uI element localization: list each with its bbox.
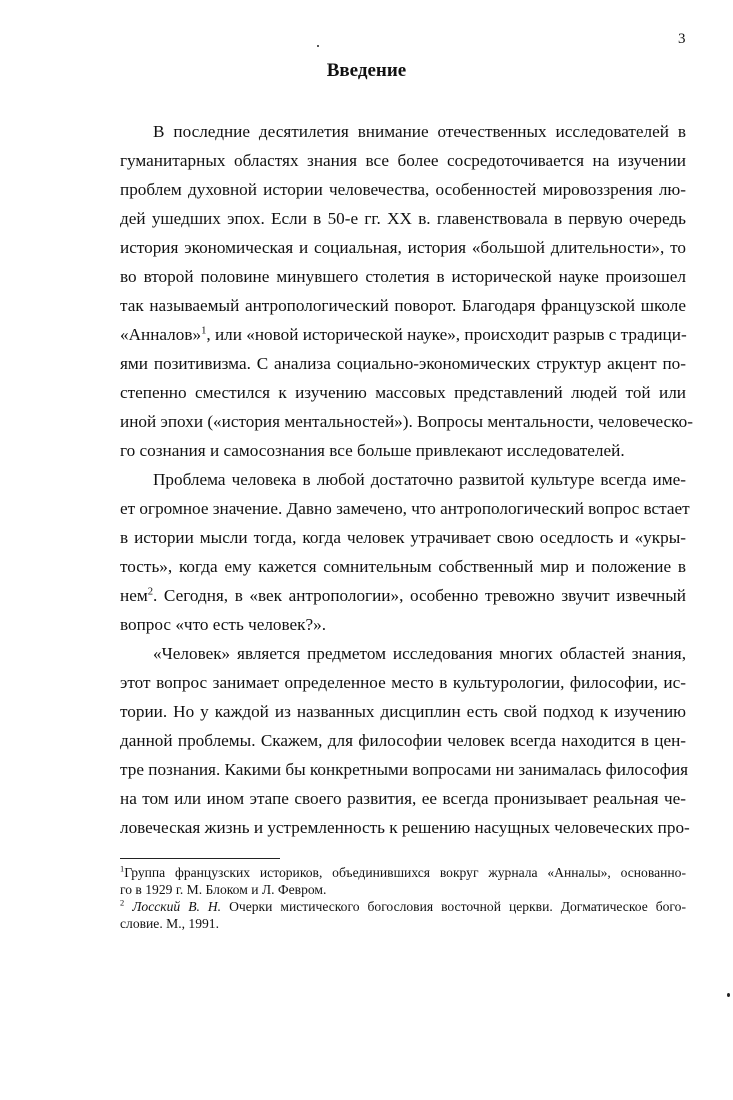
text-fragment: нем — [120, 586, 148, 605]
text-line: тость», когда ему кажется сомнительным собственный мир и положение в — [120, 557, 686, 576]
text-fragment: «Анналов» — [120, 325, 202, 344]
footnote-divider — [120, 858, 280, 859]
footnote-text: Очерки мистического богословия восточной церкви. Догматическое бого- — [221, 899, 686, 914]
text-line: тре познания. Какими бы конкретными вопросами ни занималась философия — [120, 760, 689, 779]
scan-speck — [317, 45, 319, 47]
footnote-number: 1 — [120, 863, 125, 874]
text-line: так называемый антропологический поворот. Благодаря французской школе — [120, 296, 686, 315]
text-line: вопрос «что есть человек?». — [120, 615, 327, 634]
text-line: гуманитарных областях знания все более сосредоточивается на изучении — [120, 151, 686, 170]
footnote-line: словие. М., 1991. — [120, 916, 220, 931]
text-line: иной эпохи («история ментальностей»). Вопросы ментальности, человеческо- — [120, 412, 693, 431]
text-line: на том или ином этапе своего развития, ее всегда пронизывает реальная че- — [120, 789, 686, 808]
scan-speck — [727, 993, 730, 997]
text-line: тории. Но у каждой из названных дисциплин есть свой подход к изучению — [120, 702, 686, 721]
text-line: «Человек» является предметом исследования многих областей знания, — [153, 644, 686, 663]
footnote-number: 2 — [120, 897, 125, 908]
text-line: история экономическая и социальная, история «большой длительности», то — [120, 238, 686, 257]
text-fragment: , или «новой исторической науке», происходит разрыв с традици- — [206, 325, 687, 344]
footnote-line — [120, 898, 686, 915]
footnote-author: Лосский В. Н. — [132, 899, 222, 914]
page-title: Введение — [326, 60, 407, 81]
text-line — [120, 581, 686, 610]
text-line: в истории мысли тогда, когда человек утрачивает свою оседлость и «укры- — [120, 528, 686, 547]
footnote-line: го в 1929 г. М. Блоком и Л. Февром. — [120, 882, 327, 897]
text-line: проблем духовной истории человечества, особенностей мировоззрения лю- — [120, 180, 686, 199]
footnote-text: Группа французских историков, объединившихся вокруг журнала «Анналы», основанно- — [124, 865, 686, 880]
text-line: этот вопрос занимает определенное место в культурологии, философии, ис- — [120, 673, 686, 692]
text-line: Проблема человека в любой достаточно развитой культуре всегда име- — [153, 470, 686, 489]
footnote-line — [120, 864, 686, 881]
text-line: степенно сместился к изучению массовых представлений людей той или — [120, 383, 686, 402]
text-line — [120, 320, 686, 349]
text-line: ловеческая жизнь и устремленность к решению насущных человеческих про- — [120, 818, 690, 837]
text-line: ет огромное значение. Давно замечено, что антропологический вопрос встает — [120, 499, 690, 518]
page-number: 3 — [678, 31, 686, 47]
text-line: дей ушедших эпох. Если в 50-е гг. XX в. главенствовала в первую очередь — [120, 209, 686, 228]
footnote-ref-2: 2 — [147, 586, 154, 598]
footnote-ref-1: 1 — [201, 325, 207, 337]
text-line: го сознания и самосознания все больше привлекают исследователей. — [120, 441, 625, 460]
text-fragment: . Сегодня, в «век антропологии», особенно тревожно звучит извечный — [153, 586, 686, 605]
text-line: данной проблемы. Скажем, для философии человек всегда находится в цен- — [120, 731, 686, 750]
text-line: ями позитивизма. С анализа социально-экономических структур акцент по- — [120, 354, 686, 373]
text-line: В последние десятилетия внимание отечественных исследователей в — [153, 122, 686, 141]
text-line: во второй половине минувшего столетия в исторической науке произошел — [120, 267, 686, 286]
